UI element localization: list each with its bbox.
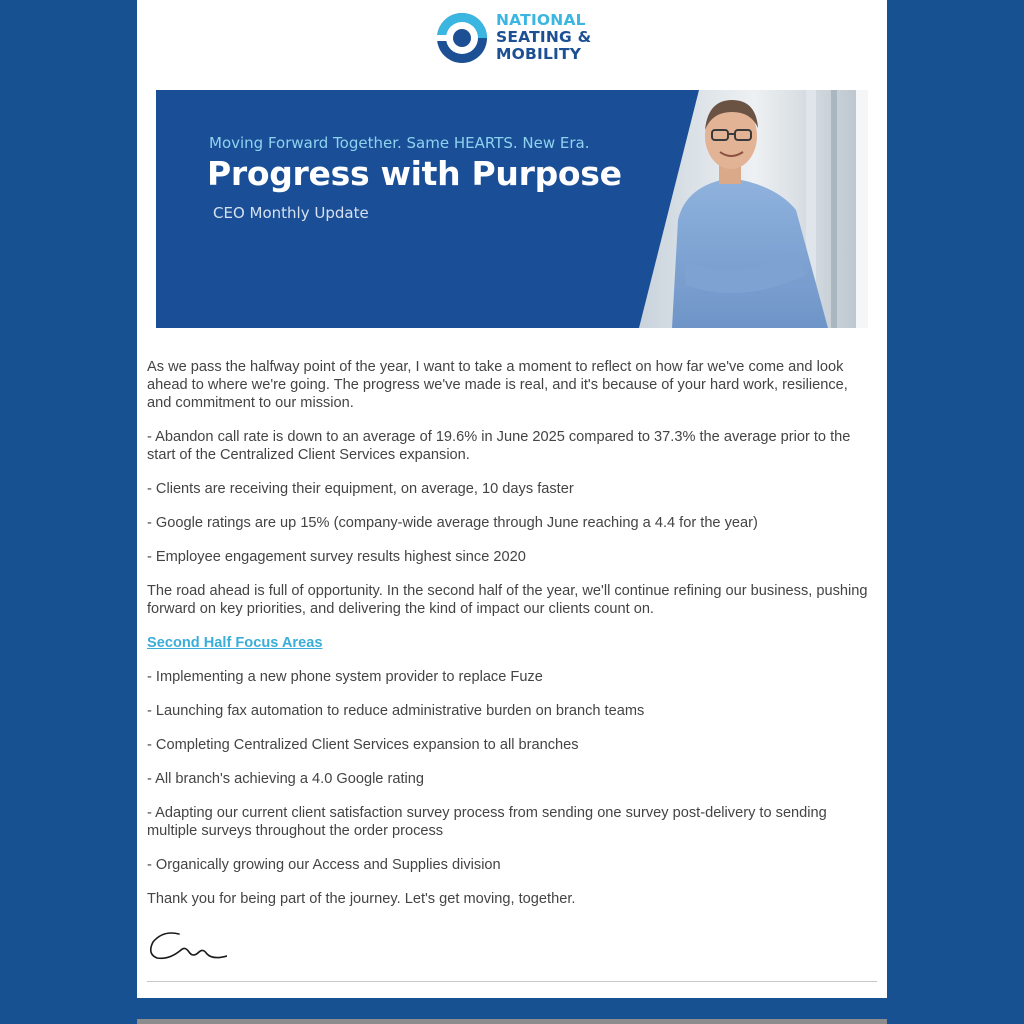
focus-item: - Launching fax automation to reduce administrative burden on branch teams (147, 703, 645, 719)
message-body (147, 358, 872, 924)
company-logo (436, 10, 596, 66)
logo-line-seating: SEATING & (496, 28, 592, 46)
nsm-target-icon (436, 10, 492, 66)
focus-areas-link[interactable]: Second Half Focus Areas (147, 635, 323, 651)
focus-item: - All branch's achieving a 4.0 Google rating (147, 771, 424, 787)
focus-item: - Adapting our current client satisfaction survey process from sending one survey post-delivery to sending multiple surveys throughout the order process (147, 805, 827, 839)
intro-paragraph: As we pass the halfway point of the year, I want to take a moment to reflect on how far we've come and look ahead to where we're going. The progress we've made is real, and it's because of your hard work, resilience, and commitment to our mission. (147, 359, 848, 411)
focus-item: - Completing Centralized Client Services expansion to all branches (147, 737, 579, 753)
logo-wordmark (496, 12, 606, 63)
closing-paragraph: Thank you for being part of the journey. Let's get moving, together. (147, 891, 576, 907)
signature-image (147, 926, 227, 966)
logo-line-national: NATIONAL (496, 11, 586, 29)
footer-strip (137, 1019, 887, 1024)
highlight-item: - Clients are receiving their equipment, on average, 10 days faster (147, 481, 574, 497)
banner-tagline: Moving Forward Together. Same HEARTS. New Era. (209, 134, 590, 152)
highlight-item: - Google ratings are up 15% (company-wide average through June reaching a 4.4 for the year) (147, 515, 758, 531)
header-banner (156, 90, 868, 328)
focus-item: - Organically growing our Access and Supplies division (147, 857, 501, 873)
focus-item: - Implementing a new phone system provider to replace Fuze (147, 669, 543, 685)
road-ahead-paragraph: The road ahead is full of opportunity. In the second half of the year, we'll continue refining our business, pushing forward on key priorities, and delivering the kind of impact our clients count on. (147, 583, 868, 617)
highlight-item: - Abandon call rate is down to an average of 19.6% in June 2025 compared to 37.3% the average prior to the start of the Centralized Client Services expansion. (147, 429, 851, 463)
footer-divider (147, 981, 877, 982)
highlight-item: - Employee engagement survey results highest since 2020 (147, 549, 526, 565)
banner-title: Progress with Purpose (207, 154, 622, 193)
logo-line-mobility: MOBILITY (496, 45, 582, 63)
email-card (137, 0, 887, 998)
focus-heading-row (147, 634, 872, 652)
banner-subtitle: CEO Monthly Update (213, 204, 369, 222)
